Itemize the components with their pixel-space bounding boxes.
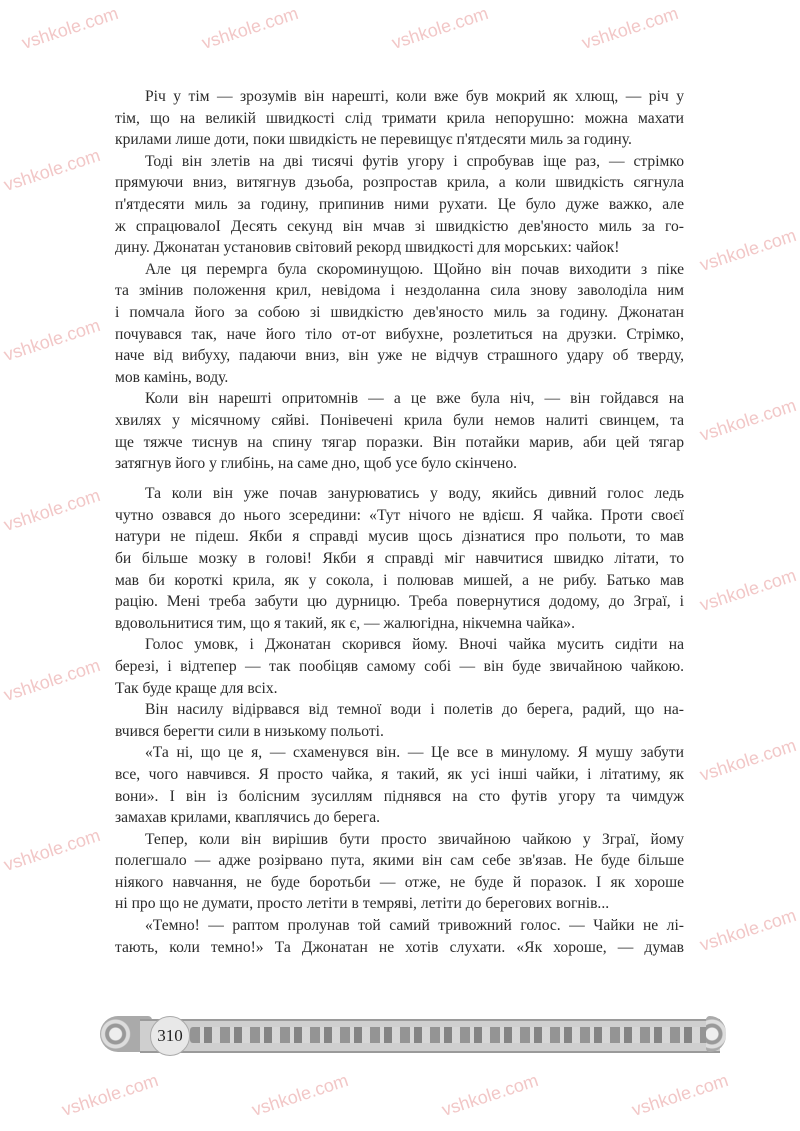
paragraph	[115, 742, 684, 828]
paragraph	[115, 634, 684, 699]
text-line: Голос умовк, і Джонатан скорився йому. Вночі чайка мусить сидіти на	[145, 636, 684, 654]
text-line: «Та ні, що це я, — схаменувся він. — Це все в минулому. Я мушу забути	[145, 744, 684, 762]
paragraph	[115, 829, 684, 915]
text-line: замахав крилами, кваплячись до берега.	[115, 809, 381, 827]
watermark-text: vshkole.com	[697, 395, 799, 445]
text-line: дину. Джонатан установив світовий рекорд швидкості для морських: чайок!	[115, 239, 620, 257]
text-line: полегшало — адже розірвано пута, якими він сам себе зв'язав. Не буде більше	[115, 852, 684, 870]
watermark-text: vshkole.com	[697, 565, 799, 615]
text-line: та змінив положення крил, невідома і нездоланна сила знову заволоділа ним	[115, 282, 684, 300]
watermark-text: vshkole.com	[19, 3, 121, 53]
text-line: мов камінь, воду.	[115, 368, 229, 386]
watermark-text: vshkole.com	[697, 225, 799, 275]
page-footer-ornament	[100, 1016, 720, 1054]
text-line: все, чого навчився. Я просто чайка, я такий, як усі інші чайки, і літатиму, як	[115, 765, 684, 783]
text-line: Так буде краще для всіх.	[115, 679, 278, 697]
ornament-pattern	[190, 1027, 710, 1043]
paragraph	[115, 259, 684, 389]
watermark-text: vshkole.com	[1, 485, 103, 535]
text-line: п'ятдесяти миль за годину, припинив ними рухати. Це було дуже важко, але	[115, 195, 684, 213]
paragraph	[115, 699, 684, 742]
watermark-text: vshkole.com	[629, 1070, 731, 1120]
text-line: Але ця перемрга була скороминущою. Щойно він почав виходити з піке	[145, 260, 684, 278]
text-line: наче від вибуху, падаючи вниз, він уже не відчув страшного удару об тверду,	[115, 347, 684, 365]
text-line: ще тяжче тиснув на спину тягар поразки. Він потайки марив, аби цей тягар	[115, 433, 684, 451]
paragraph	[115, 86, 684, 151]
paragraph-gap	[115, 475, 684, 484]
watermark-text: vshkole.com	[697, 905, 799, 955]
text-line: Річ у тім — зрозумів він нарешті, коли вже був мокрий як хлющ, — річ у	[145, 88, 684, 105]
watermark-text: vshkole.com	[249, 1070, 351, 1120]
text-line: рацію. Мені треба забути цю дурницю. Треба повернутися додому, до Зграї, і	[115, 593, 684, 611]
paragraph	[115, 388, 684, 474]
page-number: 310	[150, 1016, 190, 1056]
text-line: Та коли він уже почав занурюватись у воду, якийсь дивний голос ледь	[145, 485, 684, 503]
text-line: прямуючи вниз, витягнув дзьоба, розпростав крила, а коли швидкість сягнула	[115, 174, 684, 192]
text-line: натури не підеш. Якби я справді мусив щось дізнатися про польоти, то мав	[115, 528, 684, 546]
watermark-text: vshkole.com	[439, 1070, 541, 1120]
watermark-text: vshkole.com	[1, 655, 103, 705]
text-line: вони». І він із болісним зусиллям піднявся на сто футів угору та чимдуж	[115, 787, 684, 805]
text-line: «Темно! — раптом пролунав той самий тривожний голос. — Чайки не лі-	[145, 917, 684, 935]
text-line: Тоді він злетів на дві тисячі футів угору і спробував іще раз, — стрімко	[145, 152, 684, 170]
watermark-text: vshkole.com	[697, 735, 799, 785]
text-line: крилами лише доти, поки швидкість не перевищує п'ятдесяти миль за годину.	[115, 131, 632, 149]
text-line: би більше мозку в голові! Якби я справді міг навчитися швидко літати, то	[115, 549, 684, 567]
paragraph	[115, 915, 684, 958]
watermark-text: vshkole.com	[1, 825, 103, 875]
text-line: ні про що не думати, просто летіти в темряві, летіти до берегових вогнів...	[115, 895, 610, 913]
text-line: мав би короткі крила, як у сокола, і полював мишей, а не рибу. Батько мав	[115, 571, 684, 589]
watermark-text: vshkole.com	[1, 315, 103, 365]
text-line: чутно озвався до нього зсередини: «Тут нічого не вдієш. Я чайка. Проти своєї	[115, 506, 684, 524]
text-line: Коли він нарешті опритомнів — а це вже була ніч, — він гойдався на	[145, 390, 684, 408]
watermark-text: vshkole.com	[199, 3, 301, 53]
watermark-text: vshkole.com	[1, 145, 103, 195]
text-line: і помчала його за собою зі швидкістю дев'яносто миль за годину. Джонатан	[115, 303, 684, 321]
text-line: почувався так, наче його тіло от-от вибухне, розлетиться на друзки. Стрімко,	[115, 325, 684, 343]
body-text	[115, 86, 684, 958]
watermark-text: vshkole.com	[389, 3, 491, 53]
watermark-text: vshkole.com	[579, 3, 681, 53]
text-line: тають, коли темно!» Та Джонатан не хотів слухати. «Як хороше, — думав	[115, 938, 684, 956]
text-line: вчився берегти сили в низькому польоті.	[115, 722, 384, 740]
text-line: Тепер, коли він вирішив бути просто звичайною чайкою у Зграї, йому	[145, 830, 684, 848]
text-line: затягнув його у глибінь, на саме дно, щоб усе було скінчено.	[115, 455, 518, 473]
text-line: ж спрацювалоІ Десять секунд він мчав зі швидкістю дев'яносто миль за го-	[115, 217, 684, 235]
paragraph	[115, 151, 684, 259]
text-line: вдовольнитися тим, що я такий, як є, — жалюгідна, нікчемна чайка».	[115, 614, 575, 632]
paragraph	[115, 483, 684, 634]
text-line: тім, що на великій швидкості слід тримати крила непорушно: можна махати	[115, 109, 684, 127]
text-line: березі, і відтепер — так пообіцяв самому собі — він буде звичайною чайкою.	[115, 657, 684, 675]
watermark-text: vshkole.com	[59, 1070, 161, 1120]
text-line: ніякого навчання, не буде боротьби — отже, не буде й поразок. І як хороше	[115, 873, 684, 891]
text-line: хвилях у місячному сяйві. Понівечені крила були немов налиті свинцем, та	[115, 411, 684, 429]
ornament-curl-right	[706, 1016, 726, 1052]
text-line: Він насилу відірвався від темної води і полетів до берега, радий, що на-	[145, 701, 684, 719]
